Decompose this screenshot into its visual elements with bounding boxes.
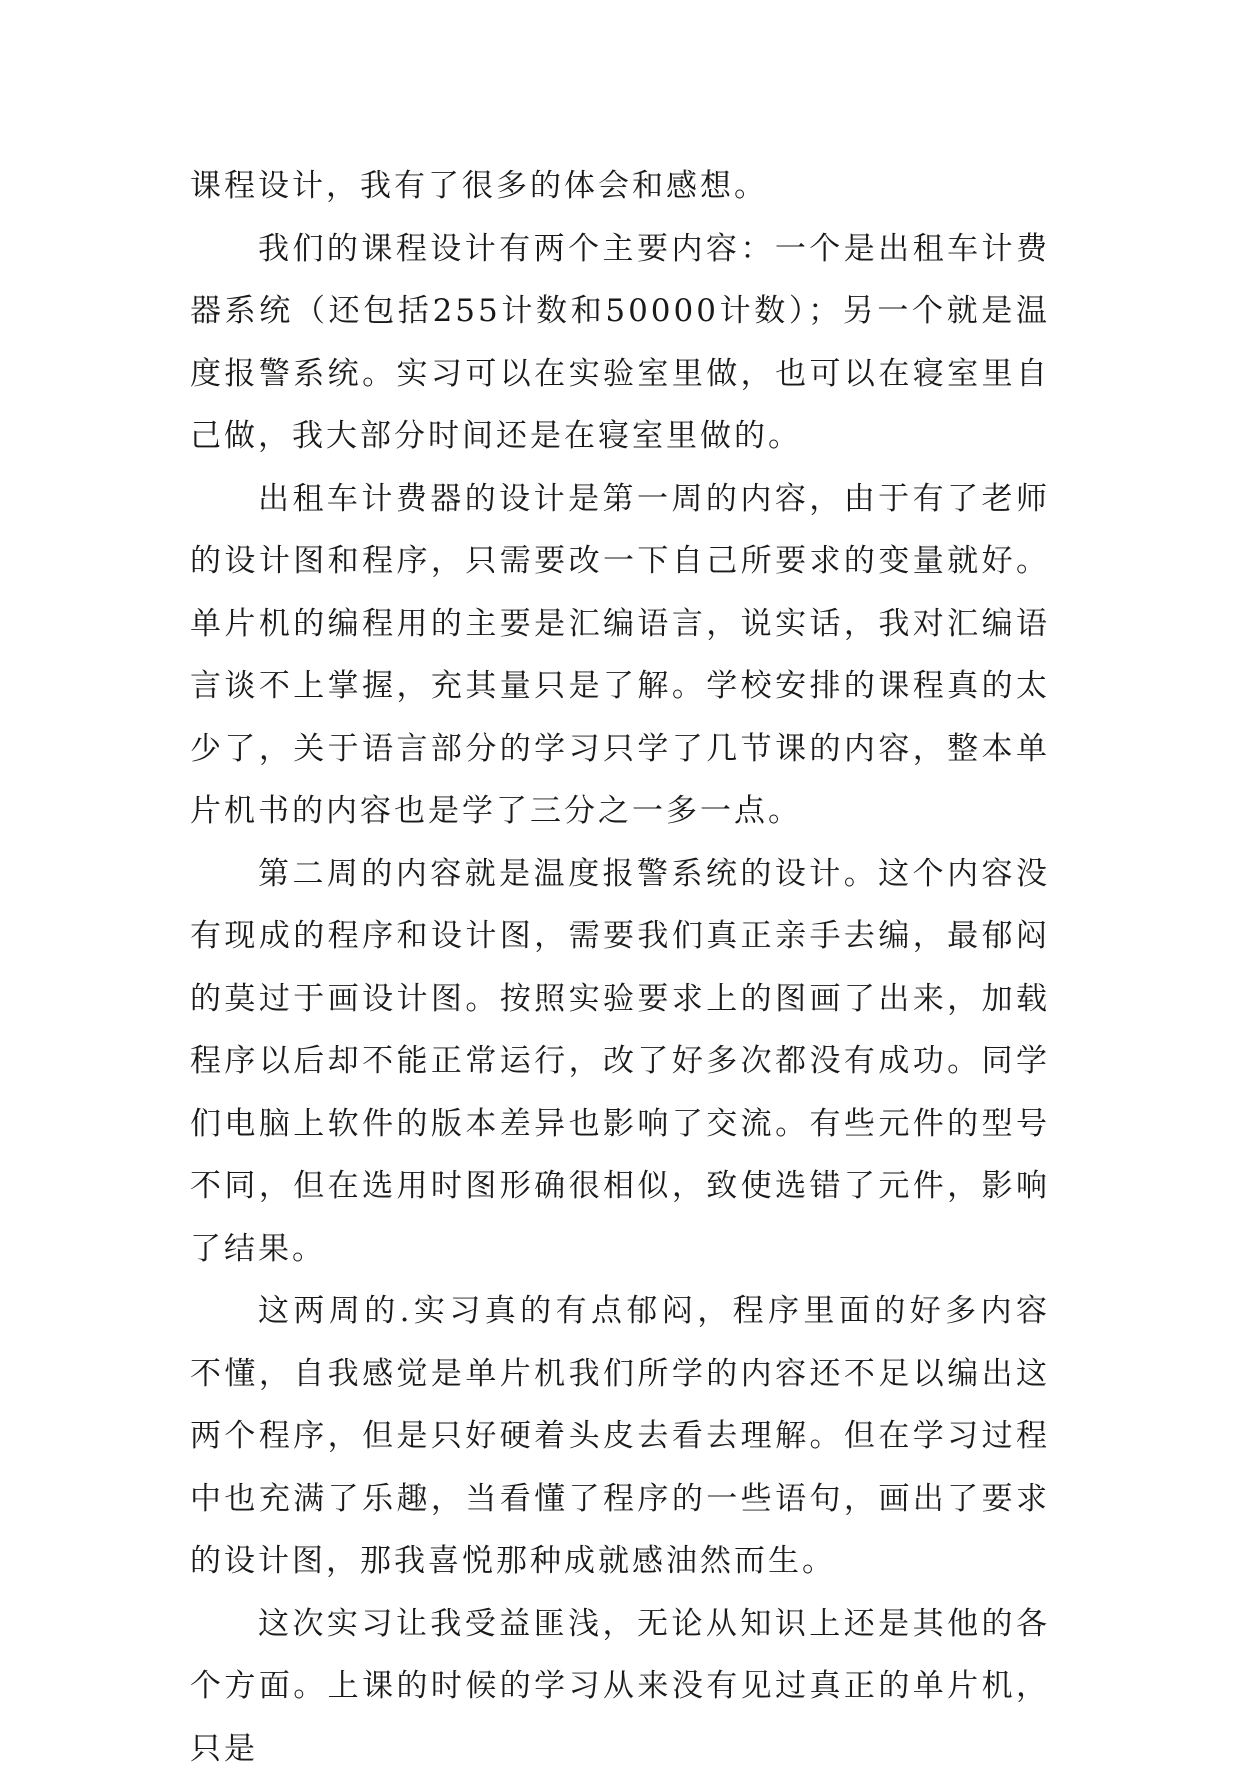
document-body: [190, 155, 1050, 1780]
paragraph-1: 课程设计，我有了很多的体会和感想。: [190, 155, 1050, 218]
paragraph-2: 我们的课程设计有两个主要内容：一个是出租车计费器系统（还包括255计数和50000计数）；另一个就是温度报警系统。实习可以在实验室里做，也可以在寝室里自己做，我大部分时间还是在寝室里做的。: [190, 218, 1050, 468]
paragraph-3: 出租车计费器的设计是第一周的内容，由于有了老师的设计图和程序，只需要改一下自己所要求的变量就好。单片机的编程用的主要是汇编语言，说实话，我对汇编语言谈不上掌握，充其量只是了解。学校安排的课程真的太少了，关于语言部分的学习只学了几节课的内容，整本单片机书的内容也是学了三分之一多一点。: [190, 468, 1050, 843]
paragraph-6: 这次实习让我受益匪浅，无论从知识上还是其他的各个方面。上课的时候的学习从来没有见过真正的单片机，只是: [190, 1593, 1050, 1780]
paragraph-5: 这两周的.实习真的有点郁闷，程序里面的好多内容不懂，自我感觉是单片机我们所学的内容还不足以编出这两个程序，但是只好硬着头皮去看去理解。但在学习过程中也充满了乐趣，当看懂了程序的一些语句，画出了要求的设计图，那我喜悦那种成就感油然而生。: [190, 1280, 1050, 1593]
paragraph-4: 第二周的内容就是温度报警系统的设计。这个内容没有现成的程序和设计图，需要我们真正亲手去编，最郁闷的莫过于画设计图。按照实验要求上的图画了出来，加载程序以后却不能正常运行，改了好多次都没有成功。同学们电脑上软件的版本差异也影响了交流。有些元件的型号不同，但在选用时图形确很相似，致使选错了元件，影响了结果。: [190, 843, 1050, 1281]
